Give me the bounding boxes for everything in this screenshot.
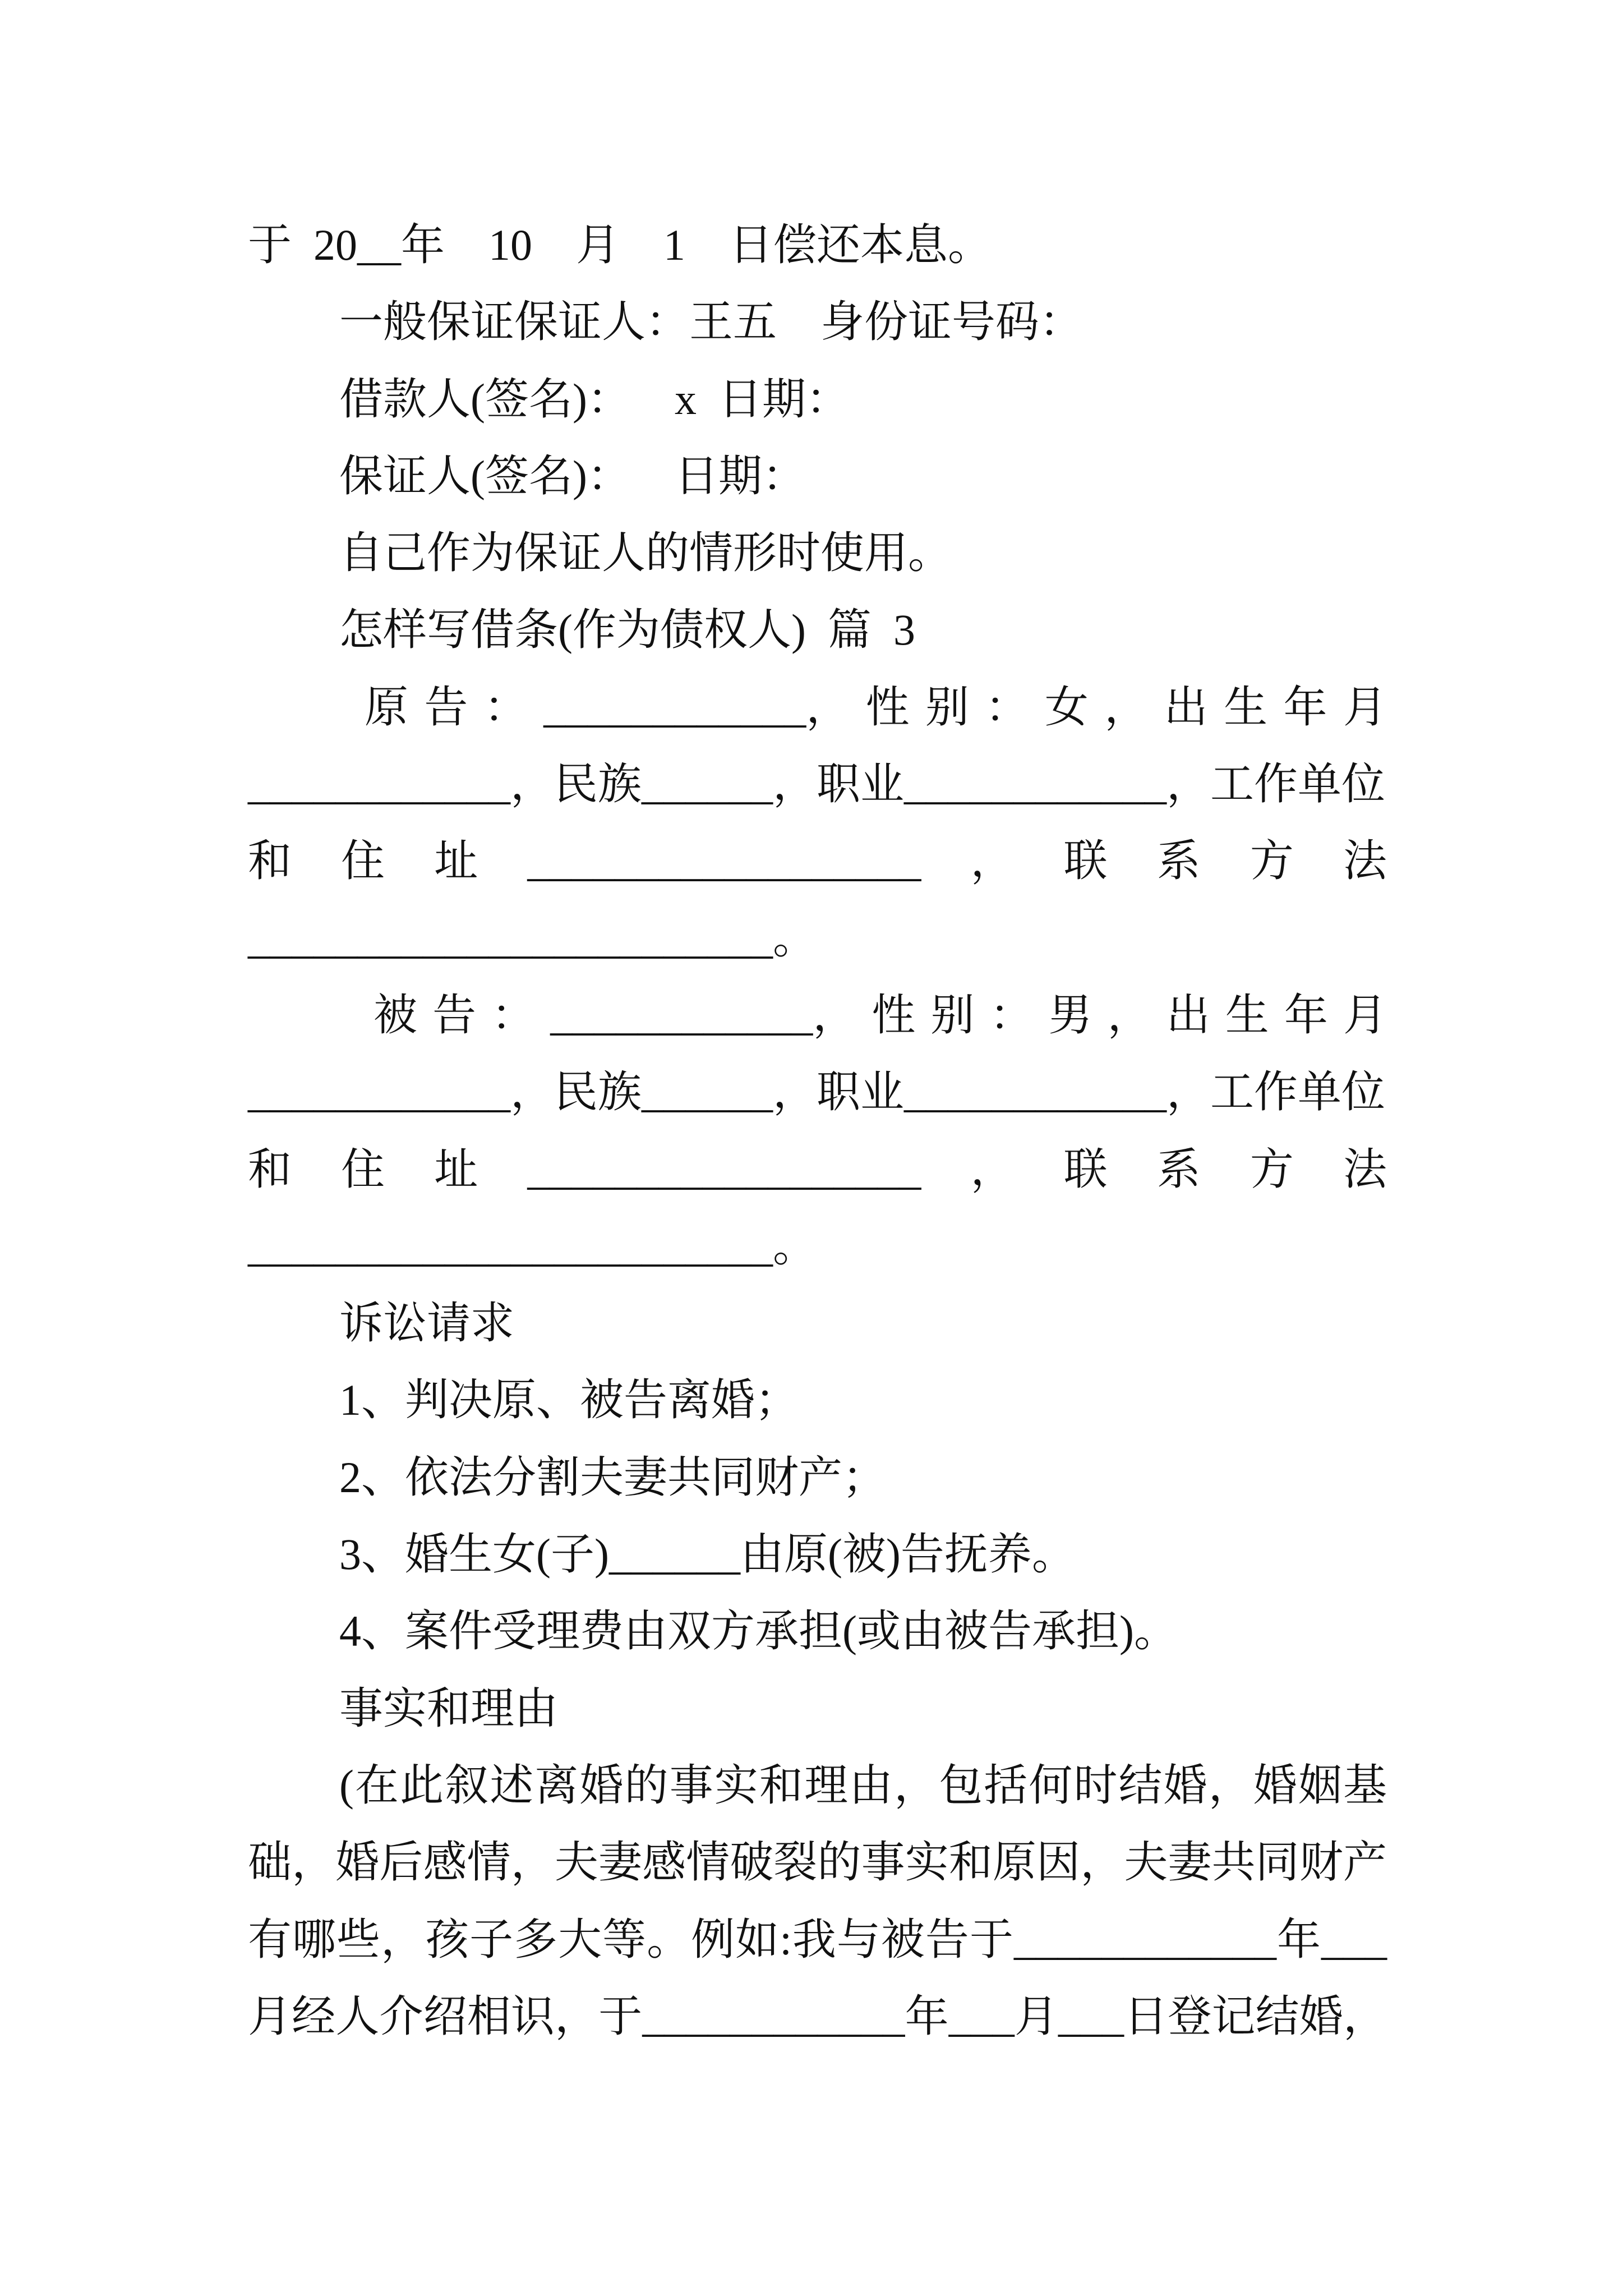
text-token: 出: [1164, 682, 1208, 731]
text-token: 方: [1249, 836, 1294, 886]
claim-item: 4、案件受理费由双方承担(或由被告承担)。: [339, 1607, 1178, 1656]
text-token: 出: [1166, 990, 1210, 1039]
text-token: 和: [248, 1144, 292, 1194]
facts-paragraph-line: 月经人介绍相识，于____________年___月___日登记结婚，: [248, 1991, 1387, 2041]
defendant-line-1: [248, 977, 1387, 1053]
text-token: ：: [985, 682, 1029, 731]
text-token: ：: [491, 990, 536, 1039]
guarantor-signature-line: 保证人(签名)： 日期：: [339, 451, 806, 500]
text-token: 告: [424, 682, 468, 731]
text-token: 联: [1063, 1144, 1108, 1194]
text-token: ，: [970, 1144, 1015, 1194]
text-token: 年: [1283, 682, 1327, 731]
text-token: 址: [434, 1144, 478, 1194]
text-token: 月: [1343, 682, 1387, 731]
text-token: 性: [872, 990, 916, 1039]
text-token: 和: [248, 836, 292, 886]
plaintiff-line-3: [248, 822, 1387, 899]
text-token: 性: [865, 682, 910, 731]
text-token: 法: [1343, 1144, 1387, 1194]
text-token: ，: [970, 836, 1015, 886]
claim-item: 2、依法分割夫妻共同财产；: [339, 1452, 887, 1502]
facts-paragraph-line: 有哪些，孩子多大等。例如:我与被告于____________年___: [248, 1915, 1387, 1964]
address-blank-field: __________________: [527, 836, 921, 886]
text-token: 别: [930, 990, 975, 1039]
address-blank-field: __________________: [527, 1144, 921, 1194]
text-token: 法: [1343, 836, 1387, 886]
text-token: 系: [1156, 1144, 1201, 1194]
text-token: 生: [1224, 682, 1268, 731]
name-blank-field: ____________，: [550, 990, 857, 1039]
text-token: ：: [989, 990, 1034, 1039]
plaintiff-line-1: [248, 669, 1387, 746]
facts-paragraph-line: 础，婚后感情，夫妻感情破裂的事实和原因，夫妻共同财产: [248, 1838, 1387, 1887]
borrower-signature-line: 借款人(签名)： x 日期：: [339, 374, 850, 424]
text-token: 原: [365, 682, 409, 731]
name-blank-field: ____________，: [543, 682, 850, 731]
usage-note: 自己作为保证人的情形时使用。: [339, 528, 952, 578]
text-token: 系: [1156, 836, 1201, 886]
gender-value: 男: [1048, 990, 1092, 1039]
defendant-line-3: [248, 1131, 1387, 1208]
repayment-date-line: 于 20__年 10 月 1 日偿还本息。: [248, 220, 992, 269]
text-token: 方: [1249, 1144, 1294, 1194]
text-token: ，: [1104, 682, 1149, 731]
text-token: ：: [483, 682, 528, 731]
defendant-line-4: ________________________。: [248, 1221, 817, 1271]
claim-item: 1、判决原、被告离婚；: [339, 1375, 799, 1425]
guarantor-line: 一般保证保证人：王五 身份证号码：: [339, 297, 1083, 347]
document-body: [248, 206, 1387, 2055]
text-token: 住: [341, 836, 385, 886]
text-token: 年: [1284, 990, 1328, 1039]
text-token: 生: [1225, 990, 1269, 1039]
text-token: ，: [1107, 990, 1151, 1039]
claims-heading: 诉讼请求: [339, 1299, 515, 1348]
text-token: 址: [434, 836, 478, 886]
text-token: 被: [374, 990, 418, 1039]
defendant-line-2: ____________，民族______，职业____________，工作单位: [248, 1068, 1386, 1117]
text-token: 告: [432, 990, 477, 1039]
text-token: 联: [1063, 836, 1108, 886]
facts-heading: 事实和理由: [339, 1683, 559, 1733]
text-token: 住: [341, 1144, 385, 1194]
plaintiff-line-4: ________________________。: [248, 913, 817, 963]
plaintiff-line-2: ____________，民族______，职业____________，工作单位: [248, 760, 1386, 809]
text-token: 别: [925, 682, 970, 731]
gender-value: 女: [1044, 682, 1089, 731]
facts-paragraph-line: (在此叙述离婚的事实和理由，包括何时结婚，婚姻基: [339, 1760, 1387, 1810]
text-token: 月: [1343, 990, 1387, 1039]
section-title: 怎样写借条(作为债权人) 篇 3: [339, 605, 915, 655]
claim-item: 3、婚生女(子)______由原(被)告抚养。: [339, 1530, 1076, 1579]
